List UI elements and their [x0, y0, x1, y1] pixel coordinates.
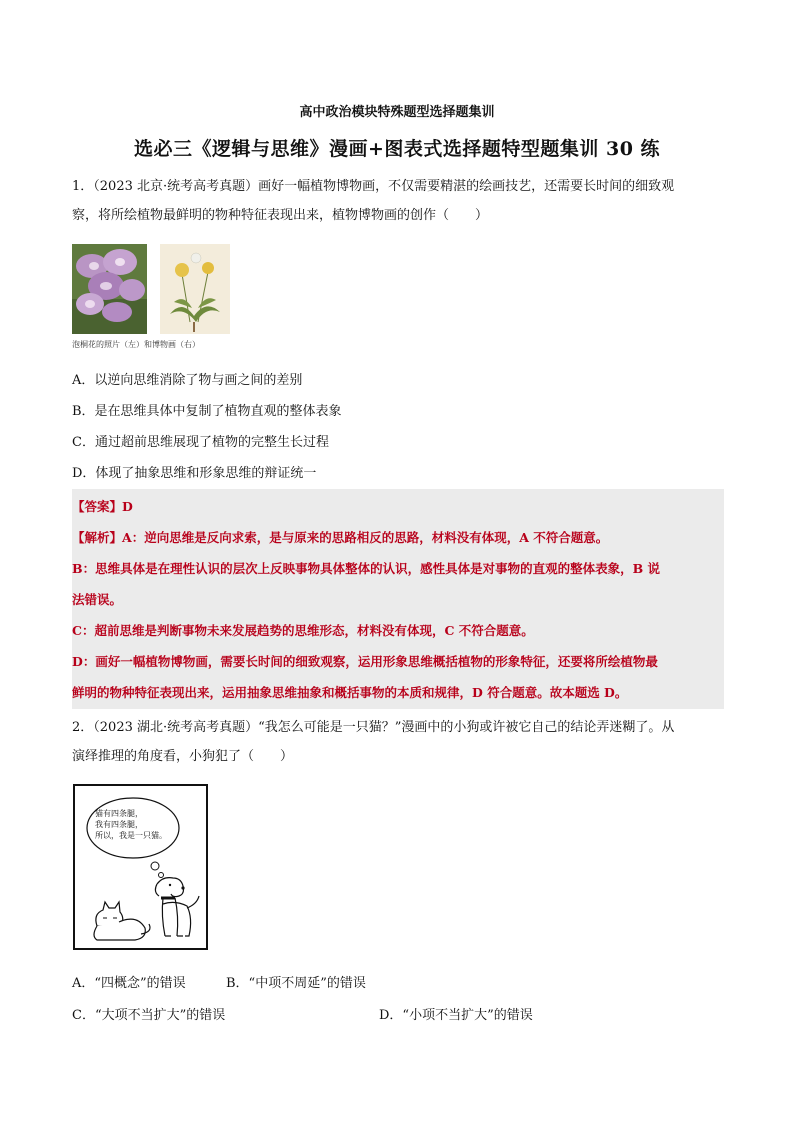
question-2-stem-line: 演绎推理的角度看，小狗犯了（ ）	[72, 749, 294, 764]
question-1-stem-line: 察，将所绘植物最鲜明的物种特征表现出来，植物博物画的创作（ ）	[72, 208, 489, 223]
question-2-stem	[72, 713, 722, 771]
bubble-line: 猫有四条腿，	[95, 809, 143, 818]
bubble-line: 所以，我是一只猫。	[95, 831, 167, 840]
analysis-line: 鲜明的物种特征表现出来，运用抽象思维抽象和概括事物的本质和规律，D 符合题意。故本题选 D。	[72, 685, 628, 700]
analysis-line: B：思维具体是在理性认识的层次上反映事物具体整体的认识，感性具体是对事物的直观的整体表象，B 说	[72, 561, 660, 576]
botanical-painting	[160, 244, 230, 334]
thought-bubble-text	[95, 808, 167, 841]
option-b[interactable]: B．是在思维具体中复制了植物直观的整体表象	[72, 404, 342, 419]
option-a[interactable]: A．“四概念”的错误	[72, 976, 186, 991]
option-c[interactable]: C．“大项不当扩大”的错误	[72, 1008, 226, 1023]
analysis-line: D：画好一幅植物博物画，需要长时间的细致观察，运用形象思维概括植物的形象特征，还要将所绘植物最	[72, 654, 658, 669]
question-1-stem	[72, 172, 722, 230]
bubble-line: 我有四条腿，	[95, 820, 143, 829]
question-1-stem-line: 1．（2023 北京·统考高考真题）画好一幅植物博物画，不仅需要精湛的绘画技艺，还需要长时间的细致观	[72, 179, 675, 194]
option-d[interactable]: D．“小项不当扩大”的错误	[379, 1008, 533, 1023]
option-d[interactable]: D．体现了抽象思维和形象思维的辩证统一	[72, 466, 317, 481]
analysis-line: 法错误。	[72, 592, 123, 607]
page-subtitle: 高中政治模块特殊题型选择题集训	[299, 105, 495, 120]
option-b[interactable]: B．“中项不周延”的错误	[226, 976, 366, 991]
answer-label: 【答案】D	[72, 499, 133, 514]
option-c[interactable]: C．通过超前思维展现了植物的完整生长过程	[72, 435, 329, 450]
dog-cat-comic	[73, 784, 208, 950]
page-title: 选必三《逻辑与思维》漫画+图表式选择题特型题集训 30 练	[133, 138, 661, 160]
answer-analysis-box	[72, 489, 724, 709]
analysis-line: 【解析】A：逆向思维是反向求索，是与原来的思路相反的思路，材料没有体现，A 不符合题意。	[72, 530, 609, 545]
option-a[interactable]: A．以逆向思维消除了物与画之间的差别	[72, 373, 303, 388]
image-caption: 泡桐花的照片（左）和博物画（右）	[72, 340, 200, 349]
paulownia-photo	[72, 244, 147, 334]
question-2-stem-line: 2．（2023 湖北·统考高考真题）“我怎么可能是一只猫？”漫画中的小狗或许被它自己的结论弄迷糊了。从	[72, 720, 675, 735]
analysis-line: C：超前思维是判断事物未来发展趋势的思维形态，材料没有体现，C 不符合题意。	[72, 623, 534, 638]
